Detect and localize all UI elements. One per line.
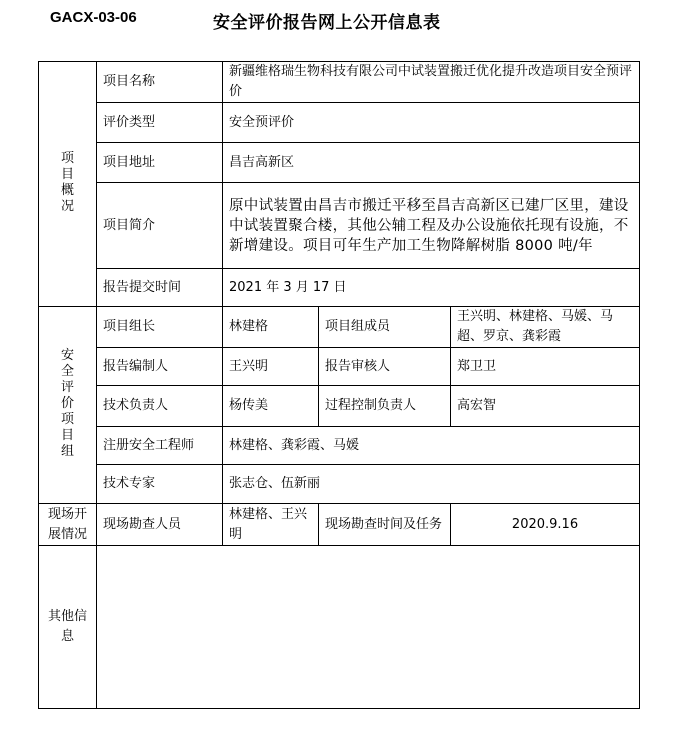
project-address-value: 昌吉高新区 (223, 143, 640, 183)
document-code: GACX-03-06 (50, 9, 137, 26)
reviewer-value: 郑卫卫 (451, 348, 640, 386)
table-row (39, 546, 640, 709)
experts-value: 张志仓、伍新丽 (223, 465, 640, 504)
table-row (39, 386, 640, 427)
row-label: 过程控制负责人 (319, 386, 451, 427)
row-label: 项目组长 (97, 307, 223, 348)
section-team (39, 307, 97, 504)
site-staff-value: 林建格、王兴明 (223, 504, 319, 546)
info-table (38, 61, 640, 709)
table-row (39, 465, 640, 504)
row-label: 项目地址 (97, 143, 223, 183)
author-value: 王兴明 (223, 348, 319, 386)
site-time-value: 2020.9.16 (451, 504, 640, 546)
submit-date-value: 2021 年 3 月 17 日 (223, 269, 640, 307)
other-info-value (97, 546, 640, 709)
row-label: 技术负责人 (97, 386, 223, 427)
leader-value: 林建格 (223, 307, 319, 348)
document-title: 安全评价报告网上公开信息表 (213, 13, 441, 33)
project-summary-value: 原中试装置由昌吉市搬迁平移至昌吉高新区已建厂区里，建设中试装置聚合楼，其他公辅工程及办公设施依托现有设施，不新增建设。项目可年生产加工生物降解树脂 8000 吨/年 (223, 183, 640, 269)
row-label: 项目简介 (97, 183, 223, 269)
row-label: 技术专家 (97, 465, 223, 504)
row-label: 报告编制人 (97, 348, 223, 386)
row-label: 项目名称 (97, 62, 223, 103)
row-label: 项目组成员 (319, 307, 451, 348)
process-value: 高宏智 (451, 386, 640, 427)
section-label: 安全评价项目组 (60, 348, 74, 459)
section-label: 项目概况 (60, 151, 74, 214)
table-row (39, 307, 640, 348)
row-label: 注册安全工程师 (97, 427, 223, 465)
row-label: 评价类型 (97, 103, 223, 143)
section-other: 其他信息 (39, 546, 97, 709)
table-row (39, 103, 640, 143)
table-row (39, 269, 640, 307)
table-row (39, 183, 640, 269)
section-site: 现场开展情况 (39, 504, 97, 546)
section-overview (39, 62, 97, 307)
row-label: 报告提交时间 (97, 269, 223, 307)
table-row (39, 504, 640, 546)
eval-type-value: 安全预评价 (223, 103, 640, 143)
row-label: 报告审核人 (319, 348, 451, 386)
table-row (39, 62, 640, 103)
table-row (39, 348, 640, 386)
engineers-value: 林建格、龚彩霞、马媛 (223, 427, 640, 465)
members-value: 王兴明、林建格、马媛、马超、罗京、龚彩霞 (451, 307, 640, 348)
row-label: 现场勘查时间及任务 (319, 504, 451, 546)
table-row (39, 143, 640, 183)
project-name-value: 新疆维格瑞生物科技有限公司中试装置搬迁优化提升改造项目安全预评价 (223, 62, 640, 103)
tech-lead-value: 杨传美 (223, 386, 319, 427)
row-label: 现场勘查人员 (97, 504, 223, 546)
table-row (39, 427, 640, 465)
